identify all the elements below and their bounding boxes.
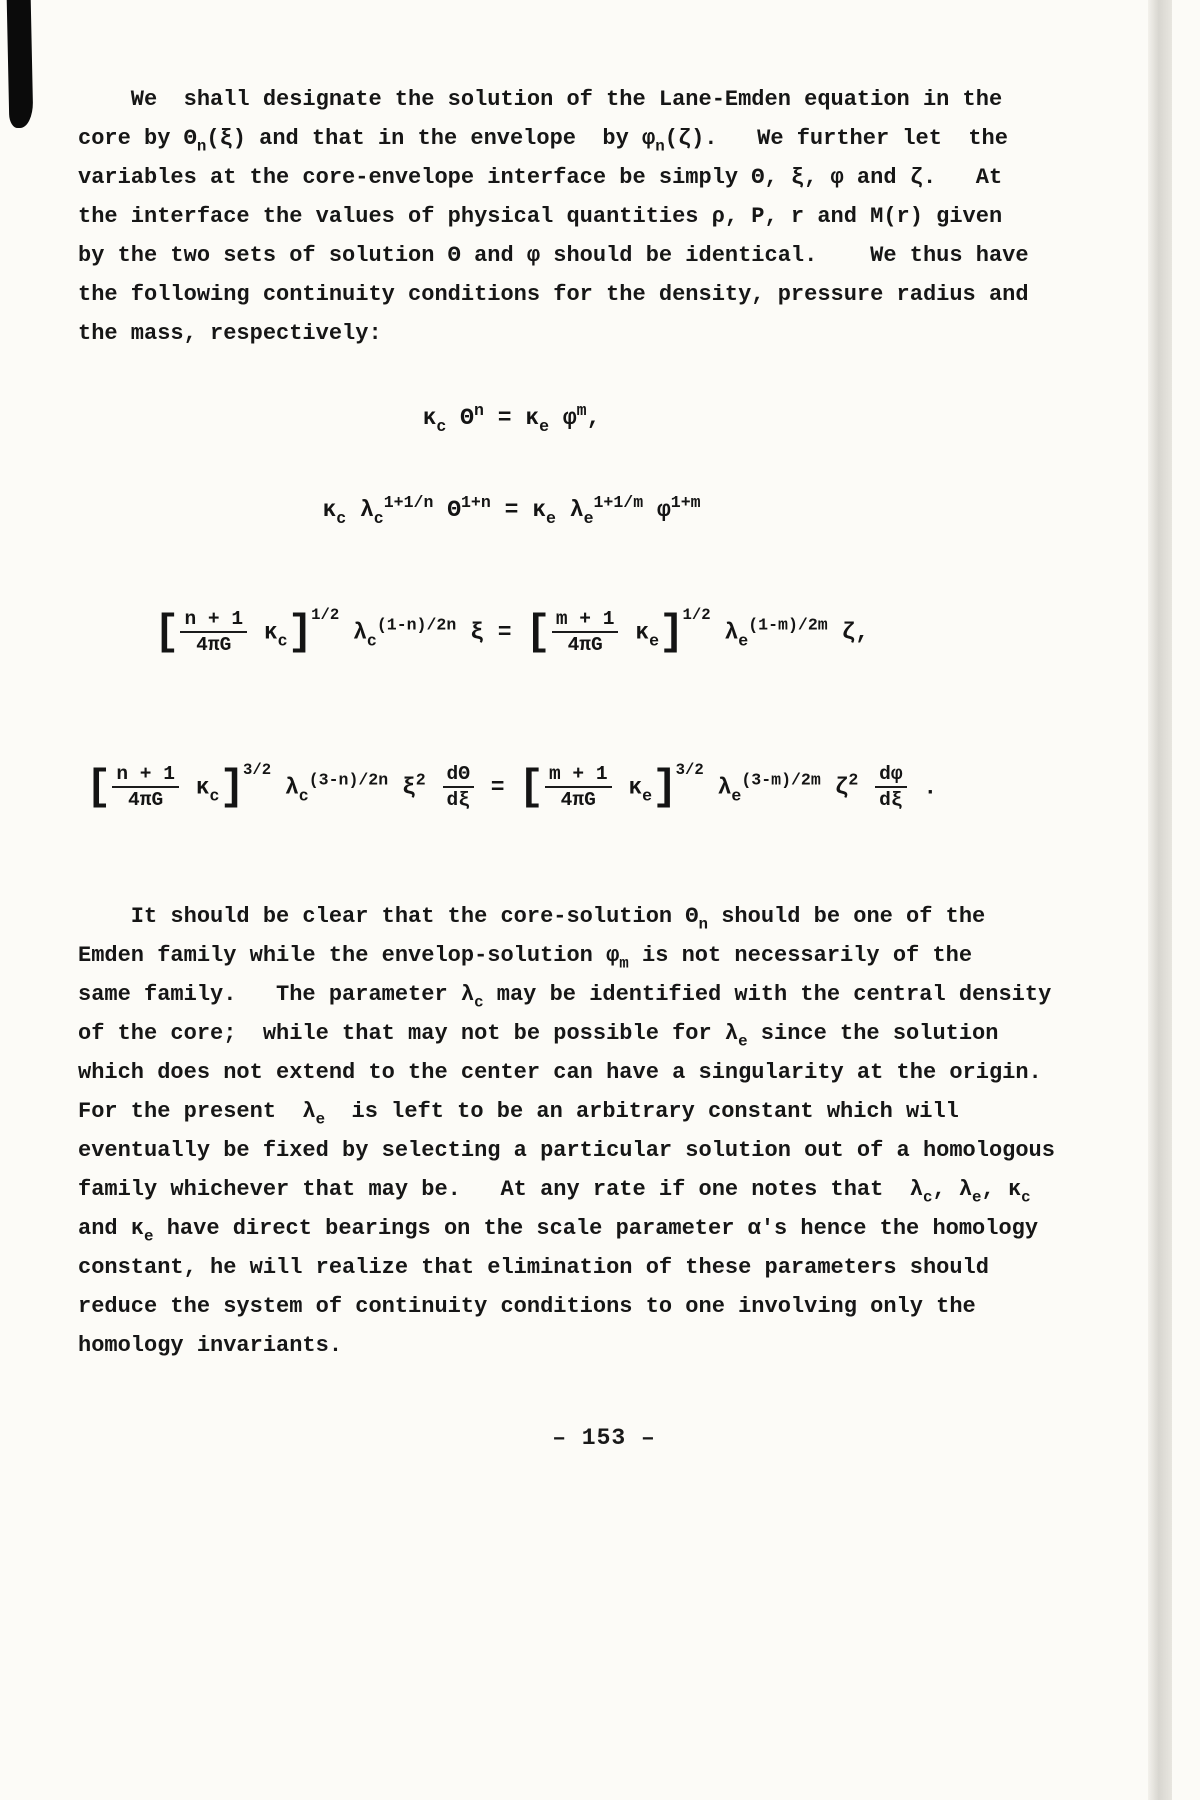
paragraph-discussion [78,897,1130,1365]
text-line: the interface the values of physical quantities ρ, P, r and M(r) given [78,204,1003,229]
text-line: For the present $\lambda_e$ is left to be an arbitrary constant which will [78,1098,959,1129]
text-line: by the two sets of solution Θ and φ should be identical. We thus have [78,243,1029,268]
text-line: eventually be fixed by selecting a particular solution out of a homologous [78,1137,1055,1163]
equation-density-continuity: $\kappa_c$ $\Theta^n = \kappa_e$ $\varphi^m$, [422,400,601,436]
text-line: We shall designate the solution of the Lane-Emden equation in the [78,87,1003,112]
text-line: of the core; while that may not be possible for $\lambda_e$ since the solution [78,1020,999,1051]
text-line: variables at the core-envelope interface be simply Θ, ξ, φ and ζ. At [78,165,1003,190]
text-line: family whichever that may be. At any rate if one notes that $\lambda_c$, $\lambda_e$, $\kappa_c$ [78,1176,1031,1207]
text-line: homology invariants. [78,1332,343,1358]
text-line: the following continuity conditions for the density, pressure radius and [78,282,1029,307]
text-line: same family. The parameter $\lambda_c$ may be identified with the central density [78,981,1052,1012]
paragraph-intro [78,80,1130,353]
text-line: which does not extend to the center can have a singularity at the origin. [78,1059,1042,1085]
text-line: It should be clear that the core-solution $\Theta_n$ should be one of the [78,903,986,934]
equation-mass-continuity: [ $\frac{n + 1}{4\pi G}$ $\kappa_c]^{3/2}$ $\lambda_c^{(3-n)/2n}$ $\xi^2$ $\frac{d\Theta}{d\xi}$ = [ $\frac{m + 1}{4\pi G}$ $\kappa_e]^{3/2}$ $\lambda_e^{(3-m)/2m}$ $\zeta^2$ $\frac{d\varphi}{d\xi}$ . [85,760,938,812]
equation-radius-continuity: [ $\frac{n + 1}{4\pi G}$ $\kappa_c]^{1/2}$ $\lambda_c^{(1-n)/2n}$ ξ = [ $\frac{m + 1}{4\pi G}$ $\kappa_e]^{1/2}$ $\lambda_e^{(1-m)/2m}$ ζ, [153,605,870,657]
text-line: core by $\Theta_n(\xi)$ and that in the envelope by $\varphi_n(\zeta)$. We further let the [78,126,1008,156]
text-line: constant, he will realize that elimination of these parameters should [78,1254,989,1280]
equation-pressure-continuity: $\kappa_c$ $\lambda_c^{1+1/n}$ $\Theta^{1+n} = \kappa_e$ $\lambda_e^{1+1/m}$ $\varphi^{1+m}$ [322,492,701,528]
equation-block [78,400,1130,813]
text-line: Emden family while the envelop-solution $\varphi_m$ is not necessarily of the [78,942,973,973]
text-line: and $\kappa_e$ have direct bearings on the scale parameter α's hence the homology [78,1215,1039,1246]
page-number: – 153 – [552,1424,656,1451]
text-line: the mass, respectively: [78,321,382,346]
text-line: reduce the system of continuity conditions to one involving only the [78,1293,976,1319]
